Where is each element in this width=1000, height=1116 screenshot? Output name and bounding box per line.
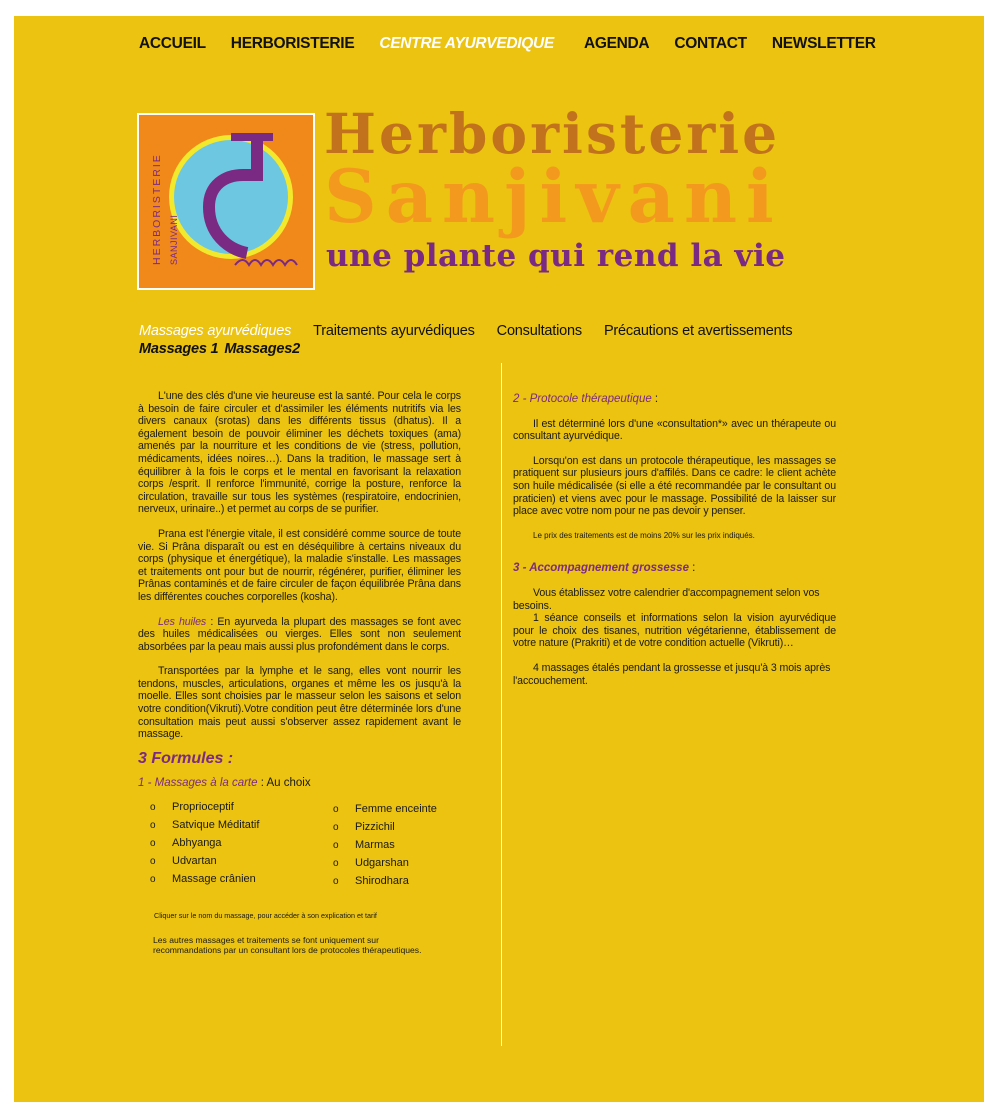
grossesse-heading [513,562,836,575]
subnav-massages-ayurvediques[interactable]: Massages ayurvédiques [139,323,292,339]
grossesse-label: 3 - Accompagnement grossesse [513,562,689,575]
massage-list-left [150,798,259,888]
nav-agenda[interactable]: AGENDA [583,35,650,52]
page-background [14,16,984,1102]
list-item[interactable] [150,852,259,870]
subnav-precautions[interactable]: Précautions et avertissements [603,323,793,339]
top-navigation [139,35,876,57]
lymphe-paragraph: Transportées par la lymphe et le sang, elles vont nourrir les tendons, muscles, articulations, organes et même les os jusqu'à la moelle. Elles sont choisies par le masseur selon les saisons et selon votre condition(Vikruti).Votre condition peut être déterminée lors d'une consultation mais peut aussi s'observer assez rapidement avant le massage. [138,665,461,741]
massage-link-marmas[interactable]: Marmas [355,839,395,852]
bullet-icon: o [333,822,339,834]
list-item[interactable] [333,818,437,836]
bullet-icon: o [333,876,339,888]
list-item[interactable] [150,816,259,834]
subnav-massages-2[interactable]: Massages2 [224,341,301,357]
massages-carte-label: 1 - Massages à la carte [138,777,258,790]
nav-contact[interactable]: CONTACT [674,35,747,52]
protocole-heading [513,393,836,406]
grossesse-paragraph-2: 1 séance conseils et informations selon la vision ayurvédique pour le choix des tisanes, nutrition végétarienne, établissement de votre nature (Prakriti) et de votre condition actuelle (Vikruti)… [513,612,836,650]
grossesse-paragraph-3: 4 massages étalés pendant la grossesse et jusqu'à 3 mois après l'accouchement. [513,661,831,687]
nav-accueil[interactable]: ACCUEIL [139,35,206,52]
bullet-icon: o [150,820,156,832]
huiles-paragraph [138,616,461,654]
price-note: Le prix des traitements est de moins 20% sur les prix indiqués. [533,530,755,540]
subnav-traitements-ayurvediques[interactable]: Traitements ayurvédiques [313,323,475,339]
protocole-paragraph-2: Lorsqu'on est dans un protocole thérapeutique, les massages se pratiquent sur plusieurs jours d'affilés. Dans ce cadre: le client achète son huile médicalisée (si elle a été recommandée par le consultant ou praticien) et viens avec pour le massage. Possibilité de la laisser sur place avec votre nom pour ne pas devoir y penser. [513,454,836,518]
other-massages-note: Les autres massages et traitements se font uniquement sur recommandations par un consultant lors de protocoles thérapeutiques. [153,934,422,956]
nav-herboristerie[interactable]: HERBORISTERIE [230,35,355,52]
bullet-icon: o [333,858,339,870]
subnav-massages-1[interactable]: Massages 1 [139,341,219,357]
logo-text-sanjivani: SANJIVANI [169,214,179,265]
list-item[interactable] [150,870,259,888]
massage-link-shirodhara[interactable]: Shirodhara [355,875,409,888]
right-column [513,393,836,687]
protocole-paragraph-1: Il est déterminé lors d'une «consultation*» avec un thérapeute ou consultant ayurvédique. [513,417,836,443]
prana-paragraph: Prana est l'énergie vitale, il est considéré comme source de toute vie. Si Prâna disparaît ou est en déséquilibre à certains niveaux du corps (physique et énergétique), la maladie s'installe. Les massages et traitements ont pour but de nourrir, régénérer, purifier, éliminer les Prânas contaminés et de faire circuler de façon équilibrée Prâna dans les différentes couches corporelles (kosha). [138,527,461,603]
massage-link-cranien[interactable]: Massage crânien [172,873,256,886]
huiles-text: : En ayurveda la plupart des massages se font avec des huiles médicalisées ou vierges. Elles sont non seulement absorbées par la peau mais aussi plus profondément dans le corps. [138,615,461,653]
logo-text-herboristerie: HERBORISTERIE [151,153,163,265]
click-instruction-note: Cliquer sur le nom du massage, pour accéder à son explication et tarif [154,911,377,921]
list-item[interactable] [333,836,437,854]
massage-link-proprioceptif[interactable]: Proprioceptif [172,801,234,814]
grossesse-suffix: : [688,562,696,575]
grossesse-paragraph-1: Vous établissez votre calendrier d'accompagnement selon vos besoins. [513,586,820,612]
formules-heading: 3 Formules : [138,749,234,767]
massages-carte-heading [138,777,461,790]
massage-link-udgarshan[interactable]: Udgarshan [355,857,409,870]
list-item[interactable] [333,800,437,818]
left-column [138,390,461,956]
list-item[interactable] [150,798,259,816]
bullet-icon: o [150,856,156,868]
bullet-icon: o [150,874,156,886]
huiles-label: Les huiles [158,615,207,628]
column-divider [501,363,502,1046]
nav-centre-ayurvedique[interactable]: CENTRE AYURVEDIQUE [379,35,554,52]
list-item[interactable] [333,872,437,890]
sub-navigation [139,323,792,357]
bullet-icon: o [150,838,156,850]
massage-link-femme-enceinte[interactable]: Femme enceinte [355,803,437,816]
massage-link-udvartan[interactable]: Udvartan [172,855,217,868]
massage-link-abhyanga[interactable]: Abhyanga [172,837,222,850]
protocole-suffix: : [651,393,659,405]
logo-emblem-icon [139,115,313,288]
title-sanjivani: Sanjivani [324,154,783,240]
title-herboristerie: Herboristerie [324,101,781,166]
bullet-icon: o [333,840,339,852]
nav-newsletter[interactable]: NEWSLETTER [771,35,876,52]
bullet-icon: o [333,804,339,816]
massages-carte-suffix: : Au choix [257,777,311,790]
protocole-label: 2 - Protocole thérapeutique [513,393,652,405]
list-item[interactable] [333,854,437,872]
bullet-icon: o [150,802,156,814]
subnav-consultations[interactable]: Consultations [496,323,582,339]
intro-paragraph: L'une des clés d'une vie heureuse est la santé. Pour cela le corps à besoin de faire circuler et d'assimiler les éléments nutritifs via les divers canaux (srotas) dans les différents tissus (dhatus). Il a également besoin de pouvoir éliminer les déchets toxiques (ama) amenés par la nourriture et les conditions de vie (stress, pollution, médicaments, idées noires…). Dans la tradition, le massage sert à équilibrer à la fois le corps et le mental en favorisant la relaxation corps /esprit. Il renforce l'immunité, corrige la posture, renforce la circulation, travaille sur tous les systèmes (respiratoire, endocrinien, nerveux, urinaire..) et permet au corps de se purifier. [138,390,461,516]
title-tagline: une plante qui rend la vie [326,238,786,274]
massage-link-satvique[interactable]: Satvique Méditatif [172,819,260,832]
massage-list-right [333,800,437,890]
massage-link-pizzichil[interactable]: Pizzichil [355,821,395,834]
list-item[interactable] [150,834,259,852]
logo[interactable] [137,113,315,290]
